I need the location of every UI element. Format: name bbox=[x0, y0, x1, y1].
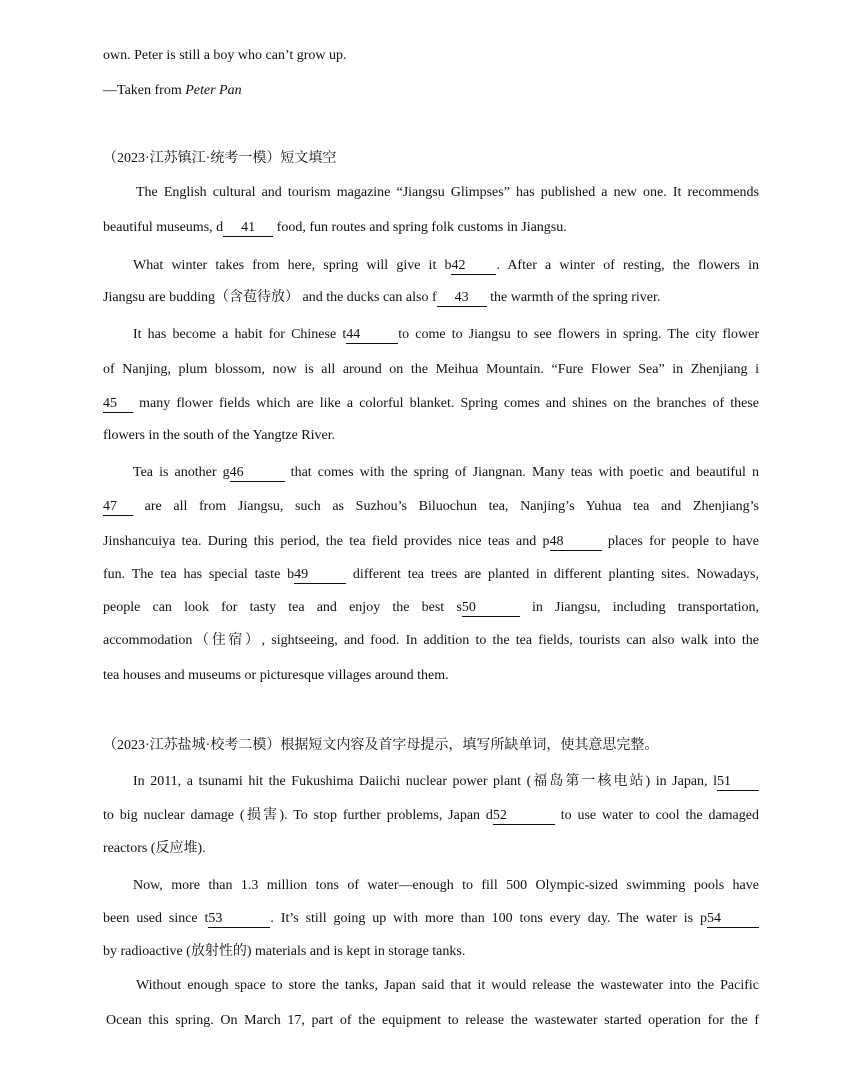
intro-line bbox=[103, 46, 759, 66]
paragraph-text: . After a winter of resting, the flowers in bbox=[496, 258, 759, 273]
p2-line bbox=[103, 288, 759, 308]
blank-50[interactable]: 50 bbox=[462, 599, 520, 617]
p5-line bbox=[103, 806, 759, 826]
paragraph-text: the warmth of the spring river. bbox=[486, 290, 661, 305]
paragraph-text: are all from Jiangsu, such as Suzhou’s Biluochun tea, Nanjing’s Yuhua tea and Zhenjiang’s bbox=[133, 499, 759, 514]
source-line bbox=[103, 81, 759, 101]
p3-line bbox=[133, 325, 759, 345]
paragraph-text: It has become a habit for Chinese t bbox=[133, 327, 347, 342]
p7-line bbox=[106, 1011, 759, 1031]
p4-line bbox=[133, 463, 759, 483]
paragraph-text: fun. The tea has special taste b bbox=[103, 567, 295, 582]
paragraph-text: The English cultural and tourism magazine “Jiangsu Glimpses” has published a new one. It recommends bbox=[136, 185, 759, 200]
passage1-heading-text: （2023·江苏镇江·统考一模）短文填空 bbox=[103, 151, 337, 166]
source-prefix: —Taken from bbox=[103, 83, 186, 98]
p5-line bbox=[133, 772, 759, 792]
paragraph-text: Jiangsu are budding（含苞待放） and the ducks can also f bbox=[103, 290, 437, 305]
paragraph-text: Ocean this spring. On March 17, part of the equipment to release the wastewater started operation for the f bbox=[106, 1013, 759, 1028]
blank-54[interactable]: 54 bbox=[707, 910, 759, 928]
paragraph-text: flowers in the south of the Yangtze River. bbox=[103, 428, 336, 443]
paragraph-text: by radioactive (放射性的) materials and is kept in storage tanks. bbox=[103, 944, 466, 959]
passage1-heading bbox=[103, 149, 759, 169]
paragraph-text: . It’s still going up with more than 100 tons every day. The water is p bbox=[270, 911, 707, 926]
paragraph-text: reactors (反应堆). bbox=[103, 841, 206, 856]
p3-line bbox=[103, 360, 759, 380]
p4-line bbox=[103, 666, 759, 686]
passage2-heading-text: （2023·江苏盐城·校考二模）根据短文内容及首字母提示，填写所缺单词，使其意思完整。 bbox=[103, 738, 659, 753]
blank-41[interactable]: 41 bbox=[223, 219, 273, 237]
blank-43[interactable]: 43 bbox=[437, 289, 487, 307]
p3-line bbox=[103, 426, 759, 446]
paragraph-text: Now, more than 1.3 million tons of water—enough to fill 500 Olympic-sized swimming pools have bbox=[133, 878, 759, 893]
blank-47[interactable]: 47 bbox=[103, 498, 133, 516]
paragraph-text: to come to Jiangsu to see flowers in spring. The city flower bbox=[398, 327, 759, 342]
source-title: Peter Pan bbox=[185, 83, 242, 98]
paragraph-text: Without enough space to store the tanks, Japan said that it would release the wastewater into the Pacific bbox=[136, 978, 759, 993]
p4-line bbox=[103, 532, 759, 552]
paragraph-text: people can look for tasty tea and enjoy the best s bbox=[103, 600, 462, 615]
paragraph-text: In 2011, a tsunami hit the Fukushima Daiichi nuclear power plant (福岛第一核电站) in Japan, l bbox=[133, 774, 717, 789]
p4-line bbox=[103, 631, 759, 651]
blank-52[interactable]: 52 bbox=[493, 807, 555, 825]
paragraph-text: different tea trees are planted in different planting sites. Nowadays, bbox=[346, 567, 759, 582]
paragraph-text: many flower fields which are like a colorful blanket. Spring comes and shines on the branches of these bbox=[133, 396, 759, 411]
paragraph-text: places for people to have bbox=[601, 534, 759, 549]
paragraph-text: food, fun routes and spring folk customs in Jiangsu. bbox=[273, 220, 567, 235]
passage2-heading bbox=[103, 736, 759, 756]
p1-line bbox=[103, 218, 759, 238]
blank-48[interactable]: 48 bbox=[550, 533, 602, 551]
paragraph-text: beautiful museums, d bbox=[103, 220, 224, 235]
paragraph-text: Jinshancuiya tea. During this period, the tea field provides nice teas and p bbox=[103, 534, 550, 549]
p6-line bbox=[133, 876, 759, 896]
blank-44[interactable]: 44 bbox=[346, 326, 398, 344]
paragraph-text: tea houses and museums or picturesque villages around them. bbox=[103, 668, 449, 683]
p1-line bbox=[136, 183, 759, 203]
blank-51[interactable]: 51 bbox=[717, 773, 759, 791]
p4-line bbox=[103, 565, 759, 585]
paragraph-text: What winter takes from here, spring will give it b bbox=[133, 258, 452, 273]
p6-line bbox=[103, 909, 759, 929]
paragraph-text: accommodation（住宿）, sightseeing, and food. In addition to the tea fields, tourists can also walk into the bbox=[103, 633, 759, 648]
blank-46[interactable]: 46 bbox=[230, 464, 285, 482]
intro-text: own. Peter is still a boy who can’t grow up. bbox=[103, 48, 347, 63]
p6-line bbox=[103, 942, 759, 962]
paragraph-text: Tea is another g bbox=[133, 465, 230, 480]
blank-49[interactable]: 49 bbox=[294, 566, 346, 584]
paragraph-text: to big nuclear damage (损害). To stop further problems, Japan d bbox=[103, 808, 493, 823]
p3-line bbox=[103, 394, 759, 414]
p4-line bbox=[103, 598, 759, 618]
blank-42[interactable]: 42 bbox=[451, 257, 496, 275]
paragraph-text: been used since t bbox=[103, 911, 209, 926]
paragraph-text: that comes with the spring of Jiangnan. Many teas with poetic and beautiful n bbox=[284, 465, 759, 480]
blank-45[interactable]: 45 bbox=[103, 395, 133, 413]
paragraph-text: to use water to cool the damaged bbox=[554, 808, 759, 823]
p5-line bbox=[103, 839, 759, 859]
blank-53[interactable]: 53 bbox=[208, 910, 270, 928]
paragraph-text: in Jiangsu, including transportation, bbox=[519, 600, 760, 615]
paragraph-text: of Nanjing, plum blossom, now is all around on the Meihua Mountain. “Fure Flower Sea” in Zhenjiang i bbox=[103, 362, 759, 377]
p4-line bbox=[103, 497, 759, 517]
p2-line bbox=[133, 256, 759, 276]
p7-line bbox=[136, 976, 759, 996]
